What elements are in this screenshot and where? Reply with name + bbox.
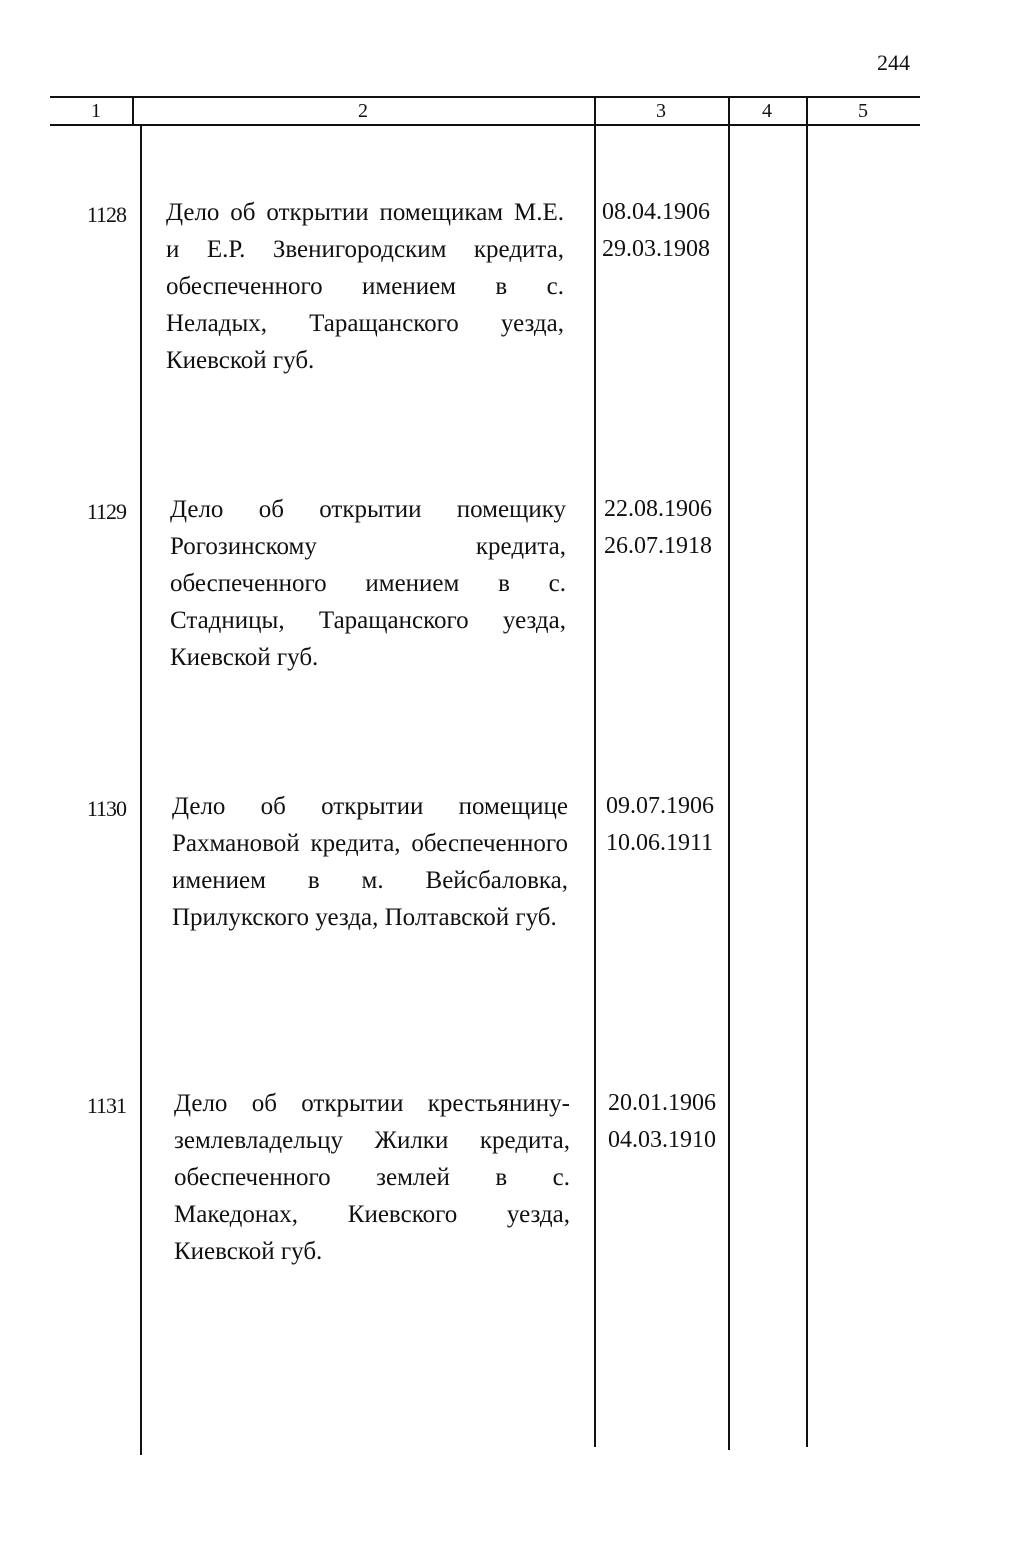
column-header-2: 2: [358, 100, 368, 122]
date-start: 22.08.1906: [604, 496, 712, 522]
entry-number: 1131: [86, 1093, 126, 1118]
entry-number: 1128: [86, 202, 126, 227]
date-end: 29.03.1908: [602, 236, 710, 262]
entry-description: Дело об открытии помещице Рахмановой кредита, обеспеченного имением в м. Вейсбаловка, Прилукского уезда, Полтавской губ.: [172, 793, 568, 931]
table-header-bottom-rule: [50, 124, 920, 126]
entry-description: Дело об открытии крестьянину-землевладельцу Жилки кредита, обеспеченного землей в с. Македонах, Киевского уезда, Киевской губ.: [174, 1090, 570, 1265]
column-header-3: 3: [656, 100, 666, 122]
date-start: 08.04.1906: [602, 199, 710, 225]
date-end: 10.06.1911: [606, 830, 714, 856]
column-divider-1: [140, 124, 142, 1455]
column-header-1: 1: [91, 100, 101, 122]
page-number: 244: [877, 50, 910, 75]
column-divider-4: [806, 97, 808, 1447]
column-divider-2: [594, 97, 596, 1447]
entry-description: Дело об открытии помещикам М.Е. и Е.Р. Звенигородским кредита, обеспеченного имением в с. Неладых, Таращанского уезда, Киевской губ.: [166, 199, 564, 374]
column-divider-3: [728, 97, 730, 1450]
table-top-rule: [50, 96, 920, 98]
entry-dates: [602, 194, 732, 268]
date-start: 20.01.1906: [608, 1090, 716, 1116]
entry-dates: [606, 788, 736, 862]
column-header-5: 5: [858, 100, 868, 122]
entry-dates: [604, 491, 734, 565]
entry-dates: [608, 1085, 738, 1159]
date-end: 26.07.1918: [604, 533, 712, 559]
entry-number: 1129: [86, 499, 126, 524]
date-end: 04.03.1910: [608, 1127, 716, 1153]
entry-description: Дело об открытии помещику Рогозинскому кредита, обеспеченного имением в с. Стадницы, Таращанского уезда, Киевской губ.: [170, 496, 566, 671]
column-header-4: 4: [762, 100, 772, 122]
date-start: 09.07.1906: [606, 793, 714, 819]
entry-number: 1130: [86, 796, 126, 821]
